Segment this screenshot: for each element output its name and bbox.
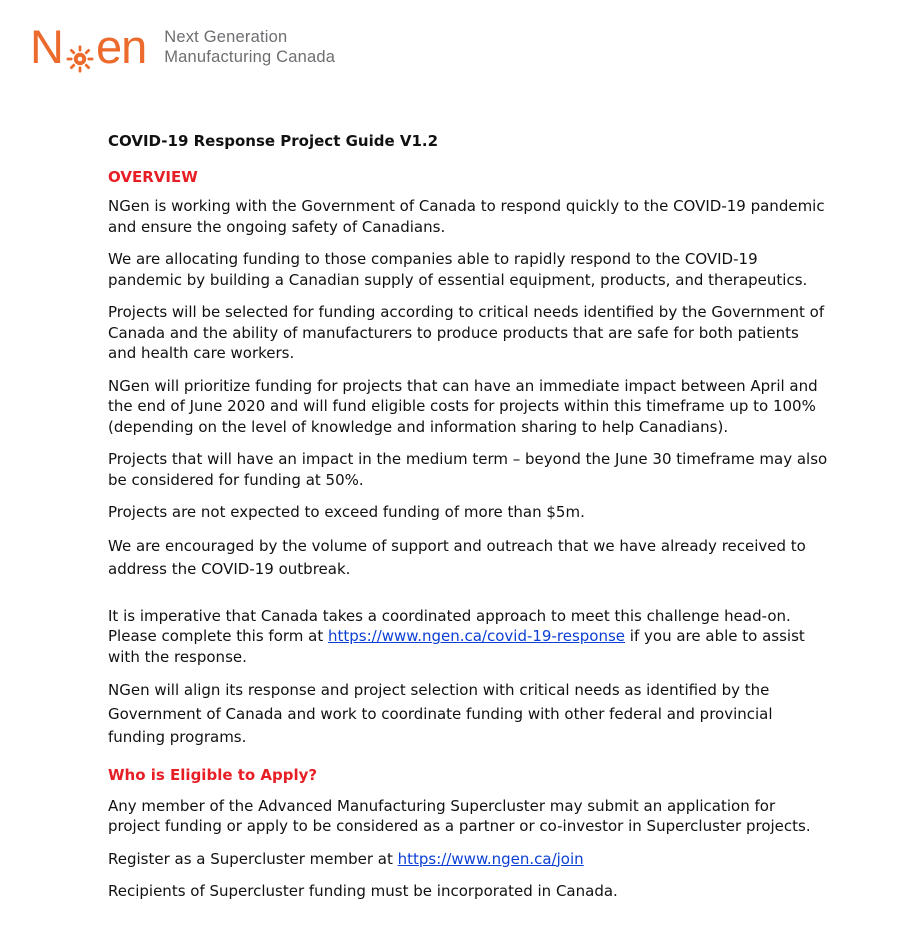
paragraph-6: Projects are not expected to exceed funding of more than $5m. (108, 503, 585, 521)
paragraph-11-text: Register as a Supercluster member at (108, 849, 398, 868)
overview-heading: OVERVIEW (108, 168, 198, 186)
logo-line-2: Manufacturing Canada (164, 48, 336, 66)
paragraph-8-text-a: It is imperative that Canada takes a coordinated approach to meet this challenge head-on. Please complete this form at (108, 606, 791, 645)
paragraph-1: NGen is working with the Government of Canada to respond quickly to the COVID-19 pandemic and ensure the ongoing safety of Canadians. (108, 197, 825, 236)
paragraph-5: Projects that will have an impact in the medium term – beyond the June 30 timeframe may also be considered for funding at 50%. (108, 450, 828, 489)
logo-mark (30, 22, 146, 72)
logo-mark-n: N (30, 20, 63, 73)
paragraph-11 (108, 849, 828, 870)
gear-icon (65, 33, 95, 63)
paragraph-12: Recipients of Supercluster funding must be incorporated in Canada. (108, 882, 618, 900)
logo-mark-en: en (95, 20, 147, 73)
paragraph-9: NGen will align its response and project selection with critical needs as identified by the Government of Canada and work to coordinate funding with other federal and provincial funding programs. (108, 681, 773, 746)
eligible-heading: Who is Eligible to Apply? (108, 765, 318, 784)
paragraph-4: NGen will prioritize funding for projects that can have an immediate impact between April and the end of June 2020 and will fund eligible costs for projects within this timeframe up to 100% (depending on the level of knowledge and information sharing to help Canadians). (108, 376, 818, 436)
covid-response-link[interactable]: https://www.ngen.ca/covid-19-response (328, 627, 626, 645)
paragraph-7: We are encouraged by the volume of support and outreach that we have already received to address the COVID-19 outbreak. (108, 536, 806, 578)
paragraph-8 (108, 606, 828, 668)
paragraph-3: Projects will be selected for funding according to critical needs identified by the Government of Canada and the ability of manufacturers to produce products that are safe for both patients and health care workers. (108, 303, 825, 362)
join-link[interactable]: https://www.ngen.ca/join (397, 849, 584, 868)
document-body (108, 130, 828, 902)
paragraph-8-text-b: if you are able to assist with the response. (108, 627, 805, 666)
logo-line-1: Next Generation (164, 28, 288, 46)
paragraph-2: We are allocating funding to those companies able to rapidly respond to the COVID-19 pandemic by building a Canadian supply of essential equipment, products, and therapeutics. (108, 250, 808, 289)
ngen-logo (30, 22, 335, 72)
logo-text (164, 27, 335, 67)
paragraph-10: Any member of the Advanced Manufacturing Supercluster may submit an application for project funding or apply to be considered as a partner or co-investor in Supercluster projects. (108, 796, 811, 835)
document-title: COVID-19 Response Project Guide V1.2 (108, 132, 439, 150)
